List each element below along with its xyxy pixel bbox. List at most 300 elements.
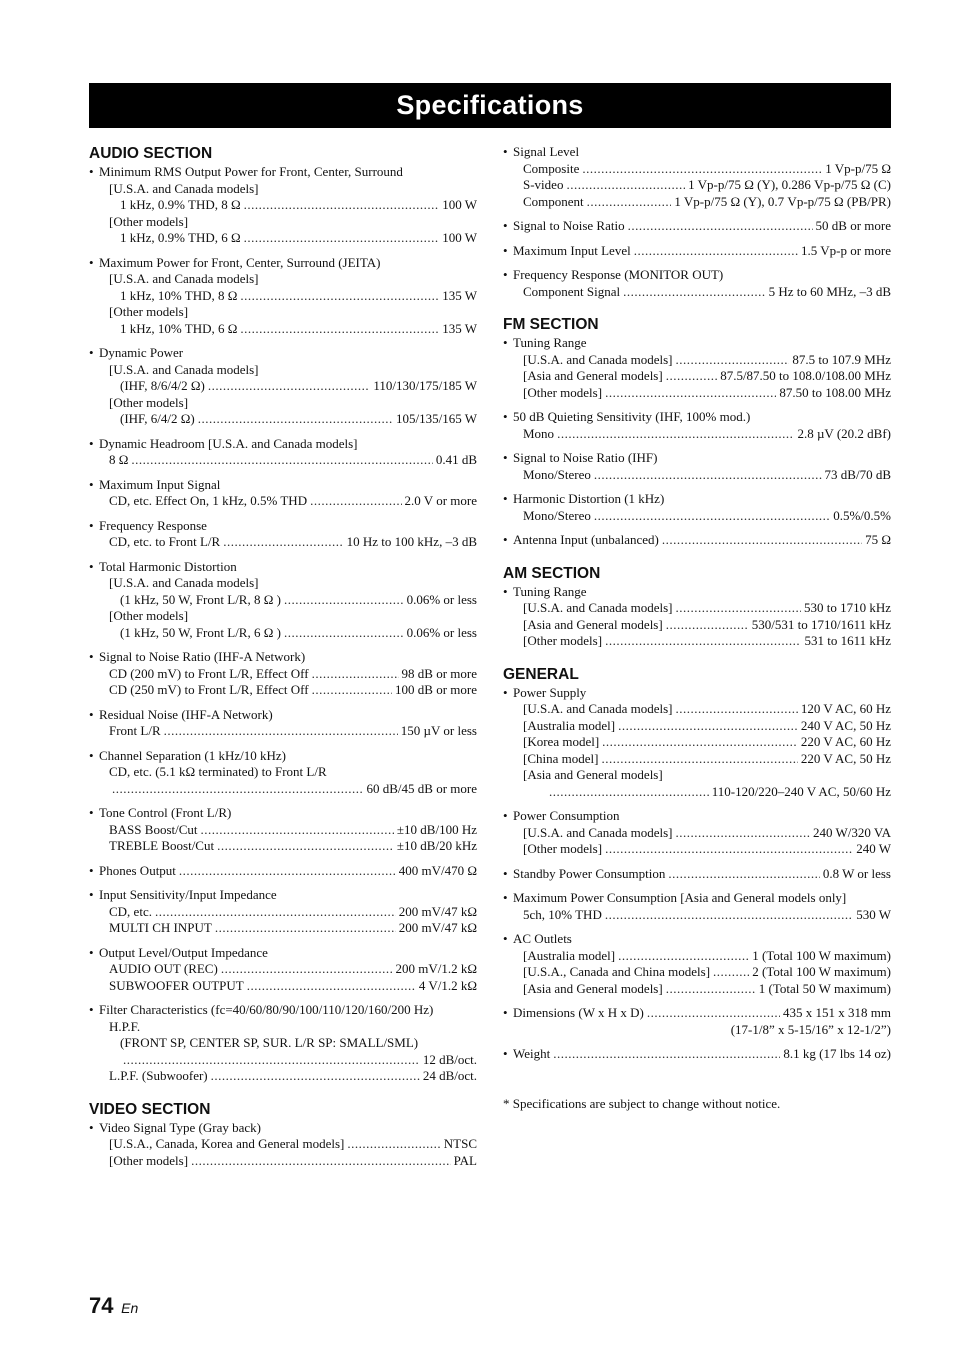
dot-leader [244,197,440,214]
spec-subheading: [U.S.A. and Canada models] [109,271,259,286]
spec-line [513,600,891,617]
spec-subheading: [U.S.A. and Canada models] [109,575,259,590]
spec-item [89,436,477,469]
spec-item [503,685,891,801]
spec-item [89,164,477,247]
spec-value: 400 mV/470 Ω [398,862,477,878]
spec-line [99,197,477,214]
spec-line [513,734,891,751]
spec-label: Component Signal [523,283,621,299]
dot-leader [198,411,393,428]
spec-label: Dimensions (W x H x D) [513,1005,644,1020]
spec-item [89,518,477,551]
dot-leader [549,784,709,801]
spec-line [99,666,477,683]
spec-subheading: [U.S.A. and Canada models] [109,361,259,377]
spec-line [99,920,477,937]
spec-value: 2.0 V or more [404,493,477,508]
spec-value: 105/135/165 W [395,411,477,426]
dot-leader [666,368,717,385]
spec-item [89,805,477,855]
spec-subheading: [Other models] [109,608,189,623]
spec-heading: Maximum Power for Front, Center, Surround (JEITA) [99,254,381,270]
spec-value: 100 W [442,197,477,212]
dot-leader [628,218,813,235]
bullet-icon: • [503,808,508,823]
spec-value: 0.41 dB [435,452,477,467]
bullet-icon: • [89,1002,94,1017]
spec-value: 60 dB/45 dB or more [366,780,477,796]
bullet-icon: • [503,218,508,233]
spec-value: 200 mV/47 kΩ [398,903,477,919]
spec-line [513,841,891,858]
spec-item [503,144,891,210]
spec-heading: Maximum Power Consumption [Asia and General models only] [513,890,847,905]
spec-heading: Frequency Response [99,517,207,533]
spec-item [89,945,477,995]
spec-value: PAL [453,1152,477,1168]
dot-leader [247,978,416,995]
dot-leader [553,1046,780,1063]
bullet-icon: • [503,583,508,599]
bullet-icon: • [503,865,508,881]
spec-heading: Power Consumption [513,808,620,823]
spec-line [99,682,477,699]
spec-label: 1 kHz, 0.9% THD, 8 Ω [120,197,241,212]
footnote: * Specifications are subject to change without notice. [503,1096,781,1111]
dot-leader [647,1005,780,1022]
dot-leader [675,600,801,617]
spec-item [89,887,477,937]
spec-value: 1 Vp-p/75 Ω [825,160,891,176]
dot-leader [623,284,765,301]
spec-line [513,1005,891,1022]
spec-value: 1 Vp-p/75 Ω (Y), 0.7 Vp-p/75 Ω (PB/PR) [674,193,891,209]
spec-subheading: [Other models] [109,213,189,229]
spec-value: 135 W [442,320,477,336]
spec-value: 120 V AC, 60 Hz [800,701,891,716]
spec-heading: Tuning Range [513,583,587,599]
bullet-icon: • [503,532,508,547]
spec-value: ±10 dB/20 kHz [396,838,477,853]
spec-value: 1 Vp-p/75 Ω (Y), 0.286 Vp-p/75 Ω (C) [688,177,891,192]
dot-leader [618,948,749,965]
spec-label: (IHF, 8/6/4/2 Ω) [120,378,205,393]
spec-label: 1 kHz, 10% THD, 8 Ω [120,287,238,303]
spec-line [99,781,477,798]
spec-value: 200 mV/1.2 kΩ [395,961,477,976]
bullet-icon: • [503,1046,508,1061]
spec-line [513,368,891,385]
dot-leader [566,177,685,194]
bullet-icon: • [503,684,508,700]
spec-item [503,584,891,650]
section-title: AM SECTION [503,564,601,582]
spec-label: [China model] [523,750,599,766]
spec-value: 24 dB/oct. [422,1068,477,1083]
spec-label: CD (200 mV) to Front L/R, Effect Off [109,665,309,681]
spec-label: Phones Output [99,862,176,878]
spec-line [513,751,891,768]
spec-value: 87.5/87.50 to 108.0/108.00 MHz [720,368,891,383]
spec-heading: Signal to Noise Ratio (IHF) [513,450,658,465]
spec-value: 87.5 to 107.9 MHz [792,351,891,367]
spec-label: Weight [513,1046,551,1061]
spec-label: Standby Power Consumption [513,865,666,881]
spec-line [99,1136,477,1153]
dot-leader [675,825,810,842]
spec-label: Antenna Input (unbalanced) [513,532,659,547]
bullet-icon: • [89,649,94,664]
spec-item [503,335,891,401]
spec-label: Signal to Noise Ratio [513,218,625,233]
spec-line [513,177,891,194]
spec-item [503,218,891,235]
spec-value: 10 Hz to 100 kHz, –3 dB [346,534,477,549]
spec-label: Maximum Input Level [513,242,631,258]
spec-line [99,723,477,740]
dot-leader [634,243,798,260]
spec-value: 4 V/1.2 kΩ [418,977,477,993]
dot-leader [601,751,797,768]
dot-leader [215,920,396,937]
spec-label: S-video [523,177,564,192]
bullet-icon: • [89,747,94,763]
spec-value: 110-120/220–240 V AC, 50/60 Hz [711,783,891,799]
spec-item [503,1046,891,1063]
spec-line [99,321,477,338]
spec-heading: Signal Level [513,144,580,159]
spec-line [513,385,891,402]
spec-label: [U.S.A., Canada, Korea and General models] [109,1136,345,1151]
spec-item [89,1120,477,1170]
dot-leader [191,1153,451,1170]
spec-item [89,345,477,428]
spec-item [503,808,891,858]
spec-heading: Filter Characteristics (fc=40/60/80/90/100/110/120/160/200 Hz) [99,1002,434,1017]
spec-line [513,218,891,235]
spec-item [503,1005,891,1038]
spec-value: 530/531 to 1710/1611 kHz [751,616,891,632]
spec-line [99,493,477,510]
spec-label: Mono [523,425,555,441]
bullet-icon: • [503,890,508,905]
spec-value: 1.5 Vp-p or more [800,242,891,258]
dot-leader [155,904,396,921]
dot-leader [666,981,756,998]
spec-line [513,284,891,301]
spec-item [89,748,477,798]
spec-heading: Video Signal Type (Gray back) [99,1119,261,1135]
spec-value: 75 Ω [865,532,891,547]
spec-label: 1 kHz, 10% THD, 6 Ω [120,320,238,336]
spec-item [89,255,477,338]
spec-label: [Australia model] [523,717,616,733]
spec-line [513,1046,891,1063]
spec-item [503,890,891,923]
spec-heading: Output Level/Output Impedance [99,944,268,960]
bullet-icon: • [503,491,508,506]
spec-value: 0.06% or less [406,624,477,640]
spec-item [89,707,477,740]
spec-label: [Asia and General models] [523,616,663,632]
spec-value: 50 dB or more [815,218,891,233]
spec-item [89,649,477,699]
dot-leader [605,841,853,858]
spec-label: L.P.F. (Subwoofer) [109,1068,208,1083]
spec-subheading: (FRONT SP, CENTER SP, SUR. L/R SP: SMALL/SML) [120,1035,419,1050]
spec-value: 220 V AC, 50 Hz [800,750,891,766]
spec-label: SUBWOOFER OUTPUT [109,977,244,993]
spec-item [503,491,891,524]
spec-label: TREBLE Boost/Cut [109,838,215,853]
dot-leader [618,718,798,735]
spec-label: [Other models] [523,633,603,648]
spec-line [99,838,477,855]
spec-subtext: (17-1/8” x 5-15/16” x 12-1/2”) [730,1021,891,1037]
spec-label: [Other models] [109,1152,189,1168]
spec-value: 100 dB or more [395,682,477,697]
spec-value: 220 V AC, 60 Hz [800,734,891,749]
bullet-icon: • [89,706,94,722]
spec-value: 98 dB or more [401,665,477,681]
bullet-icon: • [503,931,508,946]
spec-line [99,411,477,428]
spec-line [513,426,891,443]
page-number-value: 74 [89,1293,114,1318]
spec-value: 530 W [856,906,891,922]
spec-line [99,904,477,921]
spec-line [513,907,891,924]
spec-value: 435 x 151 x 318 mm [783,1005,891,1020]
spec-line [99,961,477,978]
dot-leader [284,592,404,609]
spec-line [513,352,891,369]
dot-leader [594,508,830,525]
spec-item [503,866,891,883]
dot-leader [123,1052,420,1069]
dot-leader [662,532,862,549]
section-gap [89,1093,477,1100]
spec-label: [Asia and General models] [523,368,663,383]
spec-line [513,467,891,484]
spec-value: 87.50 to 108.00 MHz [779,384,891,400]
spec-line [513,161,891,178]
spec-item [503,267,891,300]
spec-line [99,1052,477,1069]
spec-label: Mono/Stereo [523,507,591,523]
bullet-icon: • [503,144,508,159]
spec-label: 5ch, 10% THD [523,906,602,922]
spec-subheading: CD, etc. (5.1 kΩ terminated) to Front L/R [109,764,327,779]
spec-subheading: [U.S.A. and Canada models] [109,180,259,196]
dot-leader [347,1136,440,1153]
spec-line [99,978,477,995]
dot-leader [217,838,394,855]
bullet-icon: • [89,476,94,492]
bullet-icon: • [89,805,94,820]
spec-line [513,617,891,634]
spec-item [89,1002,477,1085]
dot-leader [131,452,432,469]
spec-heading: Frequency Response (MONITOR OUT) [513,267,724,282]
spec-label: CD, etc. Effect On, 1 kHz, 0.5% THD [109,493,308,508]
spec-value: 0.5%/0.5% [833,507,891,523]
bullet-icon: • [89,862,94,878]
dot-leader [602,734,798,751]
spec-heading: Tuning Range [513,335,587,350]
spec-heading: Input Sensitivity/Input Impedance [99,887,277,902]
spec-label: BASS Boost/Cut [109,821,198,837]
spec-label: [Other models] [523,384,603,400]
bullet-icon: • [89,887,94,902]
dot-leader [310,493,401,510]
spec-value: 5 Hz to 60 MHz, –3 dB [768,283,891,299]
section-title: GENERAL [503,665,579,683]
section-gap [503,308,891,315]
dot-leader [240,288,439,305]
spec-line [513,508,891,525]
section-gap [503,557,891,564]
spec-heading: Dynamic Headroom [U.S.A. and Canada models] [99,435,358,451]
dot-leader [605,385,776,402]
dot-leader [668,866,819,883]
bullet-icon: • [503,409,508,424]
dot-leader [582,161,822,178]
spec-line [99,1068,477,1085]
spec-label: [U.S.A. and Canada models] [523,600,673,615]
spec-label: AUDIO OUT (REC) [109,961,218,976]
dot-leader [713,964,749,981]
bullet-icon: • [89,517,94,533]
spec-line [99,822,477,839]
spec-label: CD (250 mV) to Front L/R, Effect Off [109,682,309,697]
spec-label: CD, etc. [109,903,152,919]
spec-label: CD, etc. to Front L/R [109,534,221,549]
spec-line [99,378,477,395]
dot-leader [666,617,749,634]
dot-leader [179,863,396,880]
spec-line [513,701,891,718]
dot-leader [605,907,853,924]
bullet-icon: • [503,1005,508,1020]
left-column [89,144,477,1177]
dot-leader [675,352,789,369]
spec-value: 240 W [856,841,891,856]
dot-leader [201,822,394,839]
spec-value: 530 to 1710 kHz [803,600,891,615]
spec-heading: Maximum Input Signal [99,476,221,492]
dot-leader [208,378,371,395]
spec-line [513,532,891,549]
spec-value: 1 (Total 50 W maximum) [758,980,891,996]
spec-heading: Signal to Noise Ratio (IHF-A Network) [99,649,306,664]
bullet-icon: • [89,345,94,360]
bullet-icon: • [89,1119,94,1135]
spec-subheading: [Other models] [109,394,189,410]
spec-label: (1 kHz, 50 W, Front L/R, 6 Ω ) [120,624,281,640]
spec-heading: Channel Separation (1 kHz/10 kHz) [99,747,287,763]
spec-line [99,230,477,247]
spec-item [503,243,891,260]
dot-leader [312,666,399,683]
bullet-icon: • [89,254,94,270]
spec-value: 0.06% or less [406,591,477,607]
dot-leader [557,426,794,443]
page-language: En [121,1300,139,1316]
dot-leader [211,1068,420,1085]
spec-value: 135 W [442,287,477,303]
spec-heading: AC Outlets [513,931,572,946]
spec-value: ±10 dB/100 Hz [396,821,477,837]
spec-label: [U.S.A. and Canada models] [523,351,673,367]
spec-line [99,452,477,469]
spec-subheading: H.P.F. [109,1018,141,1034]
spec-value: 0.8 W or less [822,865,891,881]
spec-heading: Power Supply [513,684,587,700]
spec-label: (IHF, 6/4/2 Ω) [120,411,195,426]
spec-heading: Harmonic Distortion (1 kHz) [513,491,665,506]
spec-label: [Other models] [523,841,603,856]
spec-line [513,825,891,842]
section-gap [503,658,891,665]
spec-value: 110/130/175/185 W [373,378,477,393]
dot-leader [594,467,822,484]
spec-line [99,1153,477,1170]
spec-heading: Tone Control (Front L/R) [99,805,232,820]
right-column [503,144,891,1071]
page-number [89,1293,138,1319]
section-title: FM SECTION [503,316,599,333]
spec-line [513,948,891,965]
dot-leader [240,321,439,338]
spec-item [89,863,477,880]
spec-heading: Total Harmonic Distortion [99,558,237,574]
bullet-icon: • [503,335,508,350]
spec-value: 1 (Total 100 W maximum) [752,947,891,963]
spec-line [99,534,477,551]
spec-label: Front L/R [109,723,161,738]
spec-heading: 50 dB Quieting Sensitivity (IHF, 100% mod.) [513,409,751,424]
spec-label: Composite [523,160,580,176]
spec-value: 100 W [442,230,477,245]
spec-line [513,866,891,883]
spec-item [89,559,477,642]
spec-item [503,931,891,997]
spec-line [513,784,891,801]
spec-line [513,243,891,260]
dot-leader [312,682,392,699]
bullet-icon: • [89,164,94,179]
section-title: AUDIO SECTION [89,145,213,162]
spec-item [503,450,891,483]
dot-leader [284,625,404,642]
spec-value: 73 dB/70 dB [824,466,891,482]
spec-label: [U.S.A. and Canada models] [523,824,673,840]
dot-leader [112,781,364,798]
spec-heading: Minimum RMS Output Power for Front, Center, Surround [99,164,403,179]
spec-value: 240 V AC, 50 Hz [800,717,891,733]
dot-leader [587,194,672,211]
spec-subheading: [Other models] [109,304,189,319]
spec-label: MULTI CH INPUT [109,920,212,935]
dot-leader [605,633,801,650]
spec-value: 200 mV/47 kΩ [398,920,477,935]
spec-label: (1 kHz, 50 W, Front L/R, 8 Ω ) [120,591,281,607]
bullet-icon: • [503,450,508,465]
bullet-icon: • [89,558,94,574]
dot-leader [223,534,343,551]
